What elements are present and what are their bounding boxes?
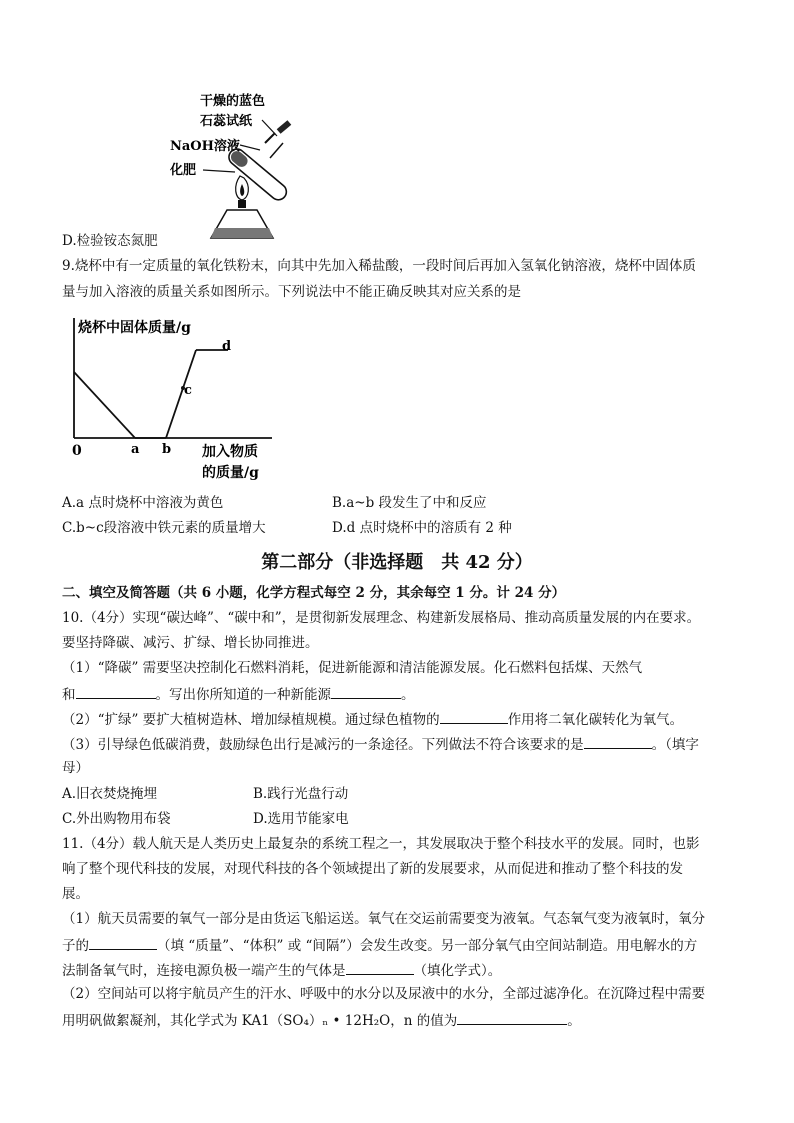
q10-part3-line1: （3）引导绿色低碳消费，鼓励绿色出行是减污的一条途径。下列做法不符合该要求的是 。（填字 (62, 734, 699, 754)
blank-new-energy[interactable] (331, 684, 401, 699)
q10-stem-line1: 10.（4分）实现“碳达峰”、“碳中和”，是贯彻新发展理念、构建新发展格局、推动高质量发展的内在要求。 (62, 610, 701, 626)
q9-option-c: C.b~c段溶液中铁元素的质量增大 (62, 520, 266, 536)
blank-oxygen-change[interactable] (89, 935, 157, 950)
q9-stem-line1: 9.烧杯中有一定质量的氧化铁粉末，向其中先加入稀盐酸，一段时间后再加入氢氧化钠溶液，烧杯中固体质 (62, 258, 696, 274)
option-d-prev: D.检验铵态氮肥 (62, 233, 158, 249)
q11-part2-line2: 用明矾做絮凝剂，其化学式为 KA1（SO₄）ₙ • 12H₂O，n 的值为 。 (62, 1010, 581, 1030)
label-dry-litmus-2: 石蕊试纸 (200, 114, 253, 129)
q10-option-c: C.外出购物用布袋 (62, 811, 171, 827)
graph-label-a: a (131, 442, 140, 457)
graph-ylabel: 烧杯中固体质量/g (78, 320, 191, 336)
blank-fossil-fuel[interactable] (76, 684, 156, 699)
q10-stem-line2: 要坚持降碳、减污、扩绿、增长协同推进。 (62, 635, 319, 651)
label-dry-litmus-1: 干燥的蓝色 (200, 94, 266, 109)
q11-part1-line2: 子的 （填 “质量”、“体积” 或 “间隔”）会发生改变。另一部分氧气由空间站制造。用电解水的方 (62, 935, 697, 955)
graph-label-b: b (162, 442, 172, 457)
graph-label-d: d (222, 339, 232, 354)
graph-segment-start-a (74, 372, 135, 438)
q10-part1-line2: 和 。写出你所知道的一种新能源 。 (62, 684, 415, 704)
q11-part1-line1: （1）航天员需要的氧气一部分是由货运飞船运送。氧气在交运前需要变为液氧。气态氧气变为液氧时，氧分 (62, 911, 706, 927)
apparatus-figure (165, 88, 315, 248)
graph-label-c: c (184, 383, 192, 398)
graph-xlabel-1: 加入物质 (202, 444, 258, 460)
blank-n-value[interactable] (457, 1010, 567, 1025)
q10-option-d: D.选用节能家电 (253, 811, 349, 827)
graph-origin: 0 (72, 443, 82, 459)
blank-cathode-gas[interactable] (346, 960, 414, 975)
part-two-heading: 第二部分（非选择题 共 42 分） (261, 552, 533, 573)
q9-option-b: B.a~b 段发生了中和反应 (332, 495, 487, 511)
label-naoh: NaOH溶液 (170, 139, 240, 154)
q10-part3-line2: 母） (62, 760, 89, 776)
blank-plant-process[interactable] (440, 709, 508, 724)
q11-stem-line1: 11.（4分）载人航天是人类历史上最复杂的系统工程之一，其发展取决于整个科技水平的发展。同时，也影 (62, 836, 700, 852)
q10-option-b: B.践行光盘行动 (253, 786, 349, 802)
q9-option-d: D.d 点时烧杯中的溶质有 2 种 (332, 520, 512, 536)
q11-stem-line3: 展。 (62, 886, 89, 902)
q10-option-a: A.旧衣焚烧掩埋 (62, 786, 158, 802)
section-two-title: 二、填空及简答题（共 6 小题，化学方程式每空 2 分，其余每空 1 分。计 24 分） (62, 585, 566, 601)
blank-q10-choice[interactable] (584, 734, 652, 749)
q11-stem-line2: 响了整个现代科技的发展，对现代科技的各个领域提出了新的发展要求，从而促进和推动了整个科技的发 (62, 861, 683, 877)
q11-part2-line1: （2）空间站可以将宇航员产生的汗水、呼吸中的水分以及尿液中的水分，全部过滤净化。在沉降过程中需要 (62, 986, 706, 1002)
q10-part2-line: （2）“扩绿” 要扩大植树造林、增加绿植规模。通过绿色植物的 作用将二氧化碳转化为氧气。 (62, 709, 683, 729)
q11-part1-line3: 法制备氧气时，连接电源负极一端产生的气体是 （填化学式）。 (62, 960, 501, 980)
label-fertilizer: 化肥 (170, 163, 197, 178)
q9-option-a: A.a 点时烧杯中溶液为黄色 (62, 495, 224, 511)
q9-stem-line2: 量与加入溶液的质量关系如图所示。下列说法中不能正确反映其对应关系的是 (62, 284, 521, 300)
q9-graph (62, 310, 292, 485)
q10-part1-line1: （1）“降碳” 需要坚决控制化石燃料消耗，促进新能源和清洁能源发展。化石燃料包括煤、天然气 (62, 660, 643, 676)
graph-xlabel-2: 的质量/g (202, 465, 259, 481)
